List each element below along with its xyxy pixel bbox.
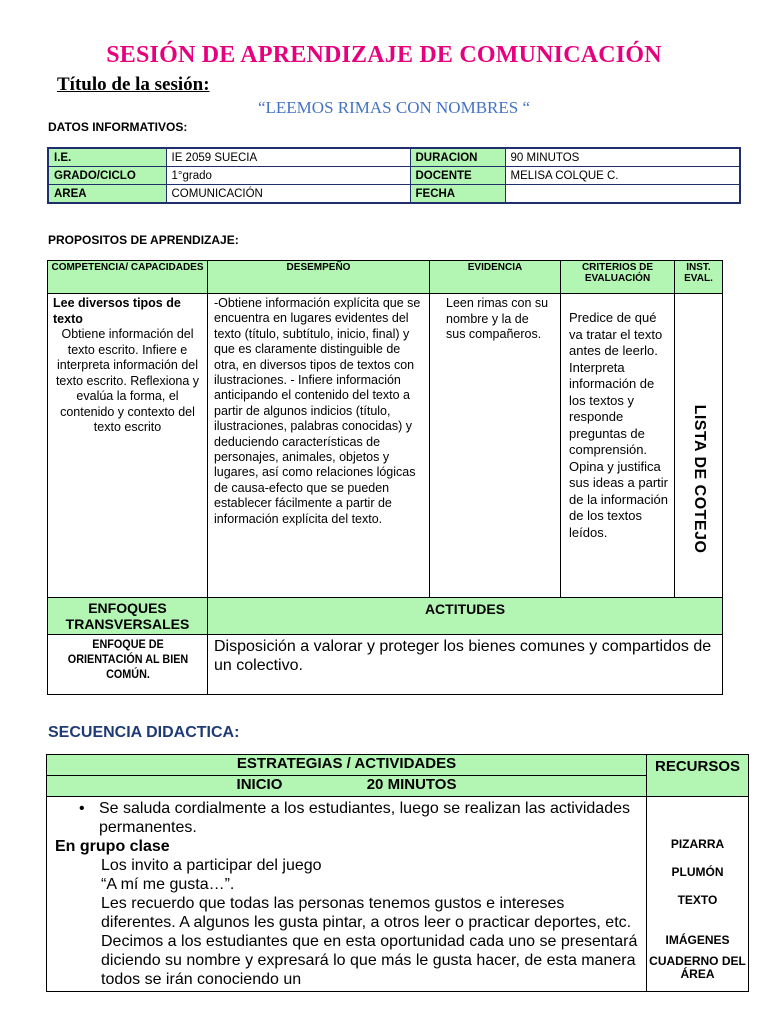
datos-heading: DATOS INFORMATIVOS: [48, 120, 188, 134]
inicio-content [47, 797, 647, 992]
grado-value: 1°grado [166, 167, 410, 185]
desempeno-cell: -Obtiene información explícita que se encuentra en lugares evidentes del texto (título, subtítulo, inicio, final) y que es claramente distinguible de otra, en diversos tipos de textos con ilustraciones. - Infiere información anticipando el contenido del texto a partir de algunos indicios (título, ilustraciones, palabras conocidas) y deduciendo características de personajes, animales, objetos y lugares, así como relaciones lógicas de causa-efecto que se pueden establecer fácilmente a partir de información explícita del texto. [208, 294, 430, 598]
table-header-row [48, 261, 723, 294]
competencia-lead: Lee diversos tipos de texto [53, 296, 181, 326]
table-row [48, 635, 723, 695]
bullet-icon: • [79, 800, 85, 817]
actitudes-header: ACTITUDES [208, 598, 723, 635]
page-title: SESIÓN DE APRENDIZAJE DE COMUNICACIÓN [106, 42, 662, 68]
evidencia-cell: Leen rimas con su nombre y la de sus compañeros. [430, 294, 561, 598]
ie-label: I.E. [48, 148, 166, 167]
session-name: “LEEMOS RIMAS CON NOMBRES “ [257, 98, 531, 117]
estrategias-header: ESTRATEGIAS / ACTIVIDADES [47, 755, 647, 776]
enfoques-header: ENFOQUES TRANSVERSALES [48, 598, 208, 635]
table-row [48, 185, 740, 204]
game-name: “A mí me gusta…”. [101, 876, 235, 893]
propositos-heading: PROPOSITOS DE APRENDIZAJE: [48, 233, 239, 247]
session-title-label: Título de la sesión: [57, 74, 210, 95]
competencia-header: COMPETENCIA/ CAPACIDADES [48, 261, 208, 294]
datos-table [47, 147, 741, 204]
recurso-item: IMÁGENES [665, 933, 730, 947]
recurso-item: CUADERNO DEL ÁREA [649, 954, 746, 981]
table-header-row [47, 776, 749, 797]
duracion-value: 90 MINUTOS [505, 148, 740, 167]
group-label: En grupo clase [55, 838, 170, 855]
docente-value: MELISA COLQUE C. [505, 167, 740, 185]
criterios-cell: Predice de qué va tratar el texto antes de leerlo. Interpreta información de los textos y responde preguntas de comprensión. Opina y justifica sus ideas a partir de la información de los textos leídos. [561, 294, 675, 598]
propositos-table [47, 260, 723, 695]
fecha-value [505, 185, 740, 204]
ie-value: IE 2059 SUECIA [166, 148, 410, 167]
inst-header: INST. EVAL. [675, 261, 723, 294]
table-header-row [47, 755, 749, 776]
actitud-cell: Disposición a valorar y proteger los bienes comunes y compartidos de un colectivo. [208, 635, 723, 695]
list-item [55, 799, 638, 837]
competencia-cell [48, 294, 208, 598]
capacidades-text: Obtiene información del texto escrito. Infiere e interpreta información del texto escrito. Reflexiona y evalúa la forma, el contenido y contexto del texto escrito [55, 327, 200, 434]
table-row [48, 294, 723, 598]
table-row [47, 797, 749, 992]
activity-text: Les recuerdo que todas las personas tenemos gustos e intereses diferentes. A algunos les gusta pintar, a otros leer o practicar deportes, etc. Decimos a los estudiantes que en esta oportunidad cada uno se presentará diciendo su nombre y expresará lo que más le gusta hacer, de esta manera todos se irán conociendo un [101, 895, 638, 988]
inicio-label: INICIO [236, 776, 283, 793]
recurso-item: PIZARRA [670, 837, 725, 851]
secuencia-table [46, 754, 749, 992]
desempeno-header: DESEMPEÑO [208, 261, 430, 294]
table-row [48, 167, 740, 185]
recursos-cell [647, 797, 749, 992]
grado-label: GRADO/CICLO [48, 167, 166, 185]
enfoque-cell: ENFOQUE DE ORIENTACIÓN AL BIEN COMÚN. [56, 635, 200, 695]
recurso-item: PLUMÓN [671, 865, 724, 879]
greeting-text: Se saluda cordialmente a los estudiantes, luego se realizan las actividades permanentes. [99, 800, 630, 836]
docente-label: DOCENTE [410, 167, 505, 185]
secuencia-heading: SECUENCIA DIDACTICA: [48, 724, 240, 741]
inicio-time: 20 MINUTOS [366, 776, 457, 793]
invite-text: Los invito a participar del juego [101, 857, 322, 874]
area-value: COMUNICACIÓN [166, 185, 410, 204]
area-label: AREA [48, 185, 166, 204]
duracion-label: DURACION [410, 148, 505, 167]
fecha-label: FECHA [410, 185, 505, 204]
table-row [48, 598, 723, 635]
recursos-header: RECURSOS [647, 755, 749, 797]
instrumento-text: LISTA DE COTEJO [690, 404, 708, 554]
table-row [48, 148, 740, 167]
recurso-item: TEXTO [677, 893, 718, 907]
inicio-header [47, 776, 647, 797]
instrumento-cell [675, 294, 723, 598]
evidencia-header: EVIDENCIA [430, 261, 561, 294]
criterios-header: CRITERIOS DE EVALUACIÓN [561, 261, 675, 294]
